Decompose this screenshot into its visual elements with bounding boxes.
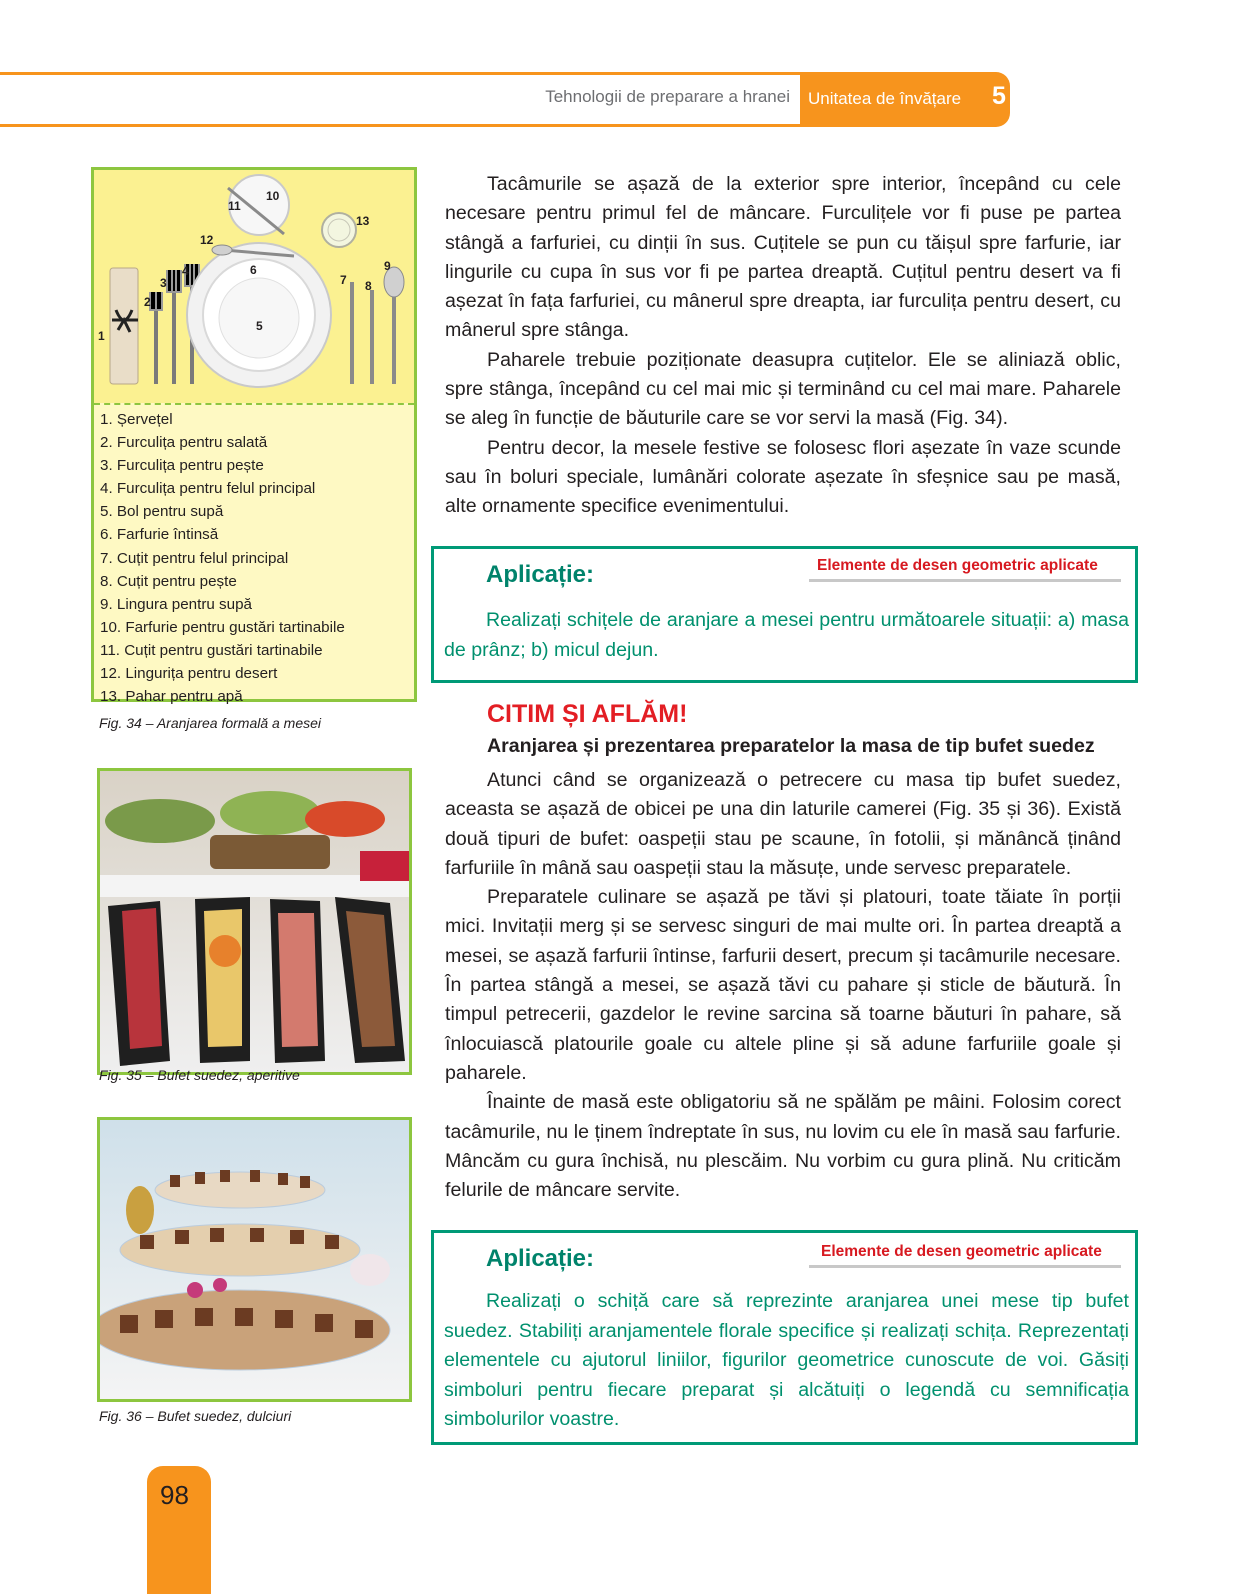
application-box-2 (431, 1230, 1138, 1445)
setting-number: 9 (384, 259, 391, 273)
knives-shape (352, 282, 394, 384)
section-text (445, 766, 1121, 1205)
intro-paragraph: Pentru decor, la mesele festive se folosesc flori așezate în vaze scunde sau în boluri speciale, lumânări colorate așezate în sfeșnice sau pe masă, alte ornamente specifice evenimentului. (445, 436, 1121, 518)
legend-item: 11. Cuțit pentru gustări tartinabile (100, 641, 323, 659)
header-subject: Tehnologii de preparare a hranei (545, 87, 790, 106)
legend-item: 1. Șervețel (100, 411, 173, 428)
section-paragraph: Atunci când se organizează o petrecere cu masa tip bufet suedez, aceasta se așază de obicei pe una din laturile camerei (Fig. 35 și 36). Există două tipuri de bufet: oaspeții stau pe scaune, în fotolii, și mănâncă ținând farfuriile în mână sau oaspeții stau la măsuțe, unde servesc preparatele. (445, 769, 1121, 879)
napkin-shape (110, 268, 138, 384)
figure35-caption: Fig. 35 – Bufet suedez, aperitive (99, 1067, 300, 1083)
buffet-appetizers-photo (97, 768, 412, 1075)
section-paragraph: Înainte de masă este obligatoriu să ne spălăm pe mâini. Folosim corect tacâmurile, nu le ținem îndreptate în sus, nu lovim cu ele în masă sau farfurie. Mâncăm cu gura închisă, nu plescăim. Nu vorbim cu gura plină. Nu criticăm felurile de mâncare servite. (445, 1091, 1121, 1202)
setting-number: 3 (160, 276, 167, 290)
setting-number: 10 (266, 189, 280, 203)
intro-paragraph: Tacâmurile se așază de la exterior spre interior, începând cu cele necesare pentru primul fel de mâncare. Furculițele vor fi puse pe partea stângă a farfuriei, cu dinții în sus. Cuțitele se pun cu tăișul spre farfurie, iar lingurile cu cupa în sus vor fi pe partea dreaptă. Cuțitul pentru desert va fi așezat în fața farfuriei, cu mânerul spre dreapta, iar furculița pentru desert, cu mânerul spre stânga. (445, 173, 1121, 342)
intro-paragraph: Paharele trebuie poziționate deasupra cuțitelor. Ele se aliniază oblic, spre stânga, începând cu cel mai mic și terminând cu cel mai mare. Paharele se aleg în funcție de băuturile care se vor servi la masă (Fig. 34). (445, 348, 1121, 430)
setting-number: 2 (144, 295, 151, 309)
setting-number: 7 (340, 273, 347, 287)
application-text: Realizați o schiță care să reprezinte aranjarea unei mese tip bufet suedez. Stabiliți aranjamentele florale specifice și realizați schița. Reprezentați elementele cu ajutorul liniilor, figurilor geometrice cunoscute de voi. Găsiți simboluri pentru fiecare preparat și alcătuiți o legendă cu semnificația simbolurilor voastre. (444, 1290, 1129, 1430)
page-number: 98 (160, 1480, 189, 1510)
section-subheading: Aranjarea și prezentarea preparatelor la masa de tip bufet suedez (487, 735, 1095, 757)
tag-underline (809, 1265, 1121, 1268)
buffet-desserts-photo (97, 1117, 412, 1402)
legend-item: 9. Lingura pentru supă (100, 595, 252, 613)
section-paragraph: Preparatele culinare se așază pe tăvi și platouri, toate tăiate în porții mici. Invitații merg și se servesc singuri de mai multe ori. În partea dreaptă a mesei, se așază farfurii întinse, farfurii desert, precum și tacâmurile necesare. În partea stângă a mesei, se așază tăvi cu pahare și sticle de băutură. În timpul petrecerii, gazdelor le revine sarcina să toarne băuturi în pahare, să înlocuiască platourile goale cu altele pline și să adune farfuriile goale și paharele. (445, 886, 1121, 1084)
legend-item: 3. Furculița pentru pește (100, 457, 264, 475)
setting-number: 13 (356, 214, 370, 228)
application-title: Aplicație: (486, 561, 595, 588)
legend-item: 10. Farfurie pentru gustări tartinabile (100, 618, 345, 636)
application-text: Realizați schițele de aranjare a mesei pentru următoarele situații: a) masa de prânz; b) micul dejun. (444, 609, 1129, 661)
setting-number: 5 (256, 319, 263, 333)
setting-number: 1 (98, 329, 105, 343)
legend-item: 4. Furculița pentru felul principal (100, 480, 316, 498)
unit-number: 5 (992, 82, 1006, 110)
application-tag: Elemente de desen geometric aplicate (817, 557, 1098, 574)
header-rule-top (0, 72, 800, 75)
figure-table-setting (91, 167, 417, 706)
legend-item: 5. Bol pentru supă (100, 503, 224, 521)
section-heading: CITIM ȘI AFLĂM! (487, 700, 688, 728)
unit-label: Unitatea de învățare (808, 89, 962, 108)
legend-item: 6. Farfurie întinsă (100, 526, 219, 544)
legend-divider (94, 403, 414, 405)
legend-item: 8. Cuțit pentru pește (100, 572, 237, 590)
legend-item: 12. Lingurița pentru desert (100, 665, 278, 683)
figure34-caption: Fig. 34 – Aranjarea formală a mesei (99, 715, 322, 731)
glass-shape (322, 213, 356, 247)
tag-underline (809, 579, 1121, 582)
legend-item: 7. Cuțit pentru felul principal (100, 549, 289, 567)
legend-item: 13. Pahar pentru apă (100, 688, 243, 706)
application-title: Aplicație: (486, 1245, 595, 1272)
setting-number: 12 (200, 233, 214, 247)
intro-text (445, 170, 1121, 522)
header-rule-bottom (0, 124, 800, 127)
application-tag: Elemente de desen geometric aplicate (821, 1243, 1102, 1260)
table-setting-illustration (94, 170, 414, 403)
setting-number: 8 (365, 279, 372, 293)
figure36-caption: Fig. 36 – Bufet suedez, dulciuri (99, 1408, 292, 1424)
setting-number: 4 (182, 264, 189, 278)
application-box-1 (431, 546, 1138, 683)
setting-legend (100, 408, 345, 708)
setting-number: 11 (228, 199, 241, 213)
setting-number: 6 (250, 263, 257, 277)
legend-item: 2. Furculița pentru salată (100, 434, 268, 452)
